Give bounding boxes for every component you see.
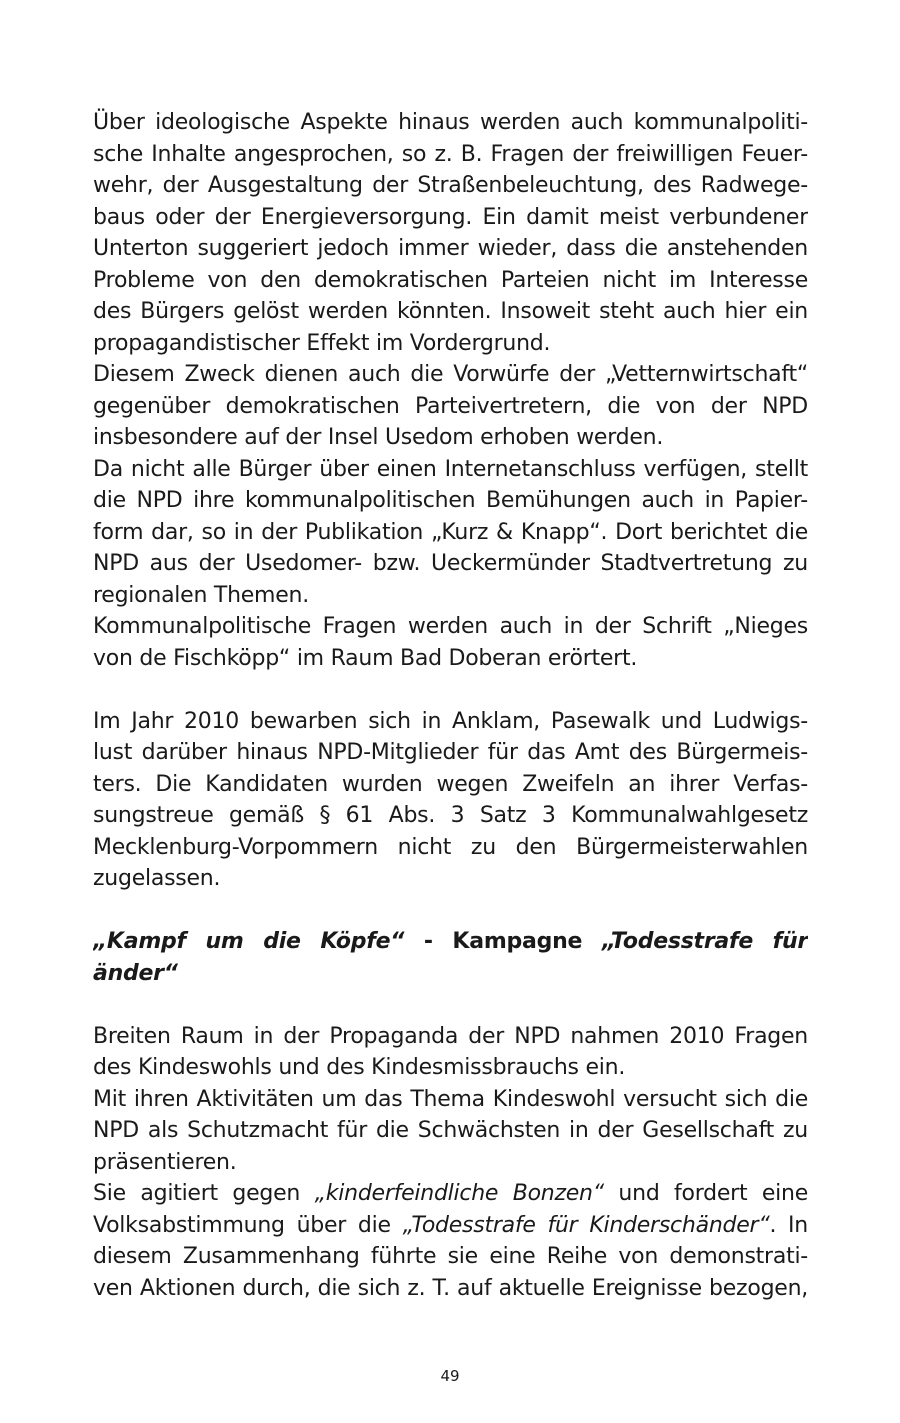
text-line: gegenüber demokratischen Parteivertretern, die von der NPD — [93, 393, 808, 419]
text-line: Im Jahr 2010 bewarben sich in Anklam, Pasewalk und Ludwigs- — [93, 708, 808, 734]
text-segment: Volksabstimmung über die — [93, 1212, 403, 1238]
text-segment: Sie agitiert gegen — [93, 1181, 315, 1206]
text-line: sche Inhalte angesprochen, so z. B. Fragen der freiwilligen Feuer- — [93, 141, 808, 167]
section-heading — [93, 926, 808, 989]
text-line: Über ideologische Aspekte hinaus werden auch kommunalpoliti- — [93, 110, 808, 135]
text-line: zugelassen. — [93, 866, 221, 891]
text-line: sungstreue gemäß § 61 Abs. 3 Satz 3 Kommunalwahlgesetz — [93, 803, 808, 828]
text-line: propagandistischer Effekt im Vordergrund. — [93, 330, 551, 356]
text-line: Unterton suggeriert jedoch immer wieder, dass die anstehenden — [93, 236, 808, 261]
text-line: Breiten Raum in der Propaganda der NPD nahmen 2010 Fragen — [93, 1023, 808, 1049]
paragraph-child-welfare — [93, 1021, 808, 1084]
heading-line — [93, 926, 808, 958]
paragraph-agitation — [93, 1178, 808, 1304]
text-line: Da nicht alle Bürger über einen Internetanschluss verfügen, stellt — [93, 456, 808, 482]
paragraph-spacer — [93, 895, 808, 927]
paragraph-nepotism — [93, 359, 808, 454]
text-line — [93, 1178, 808, 1210]
heading-line: änder“ — [93, 960, 178, 986]
text-segment: und fordert eine — [603, 1181, 808, 1206]
text-line: des Bürgers gelöst werden könnten. Insoweit steht auch hier ein — [93, 299, 808, 324]
text-line: regionalen Themen. — [93, 582, 309, 608]
text-line: präsentieren. — [93, 1149, 237, 1175]
heading-italic-part: „Todesstrafe für — [601, 929, 808, 954]
heading-italic-part: „Kampf um die Köpfe“ — [93, 929, 405, 954]
text-segment-italic: „Todesstrafe für Kinderschänder“ — [402, 1212, 770, 1238]
paragraph-spacer — [93, 674, 808, 706]
text-line: lust darüber hinaus NPD-Mitglieder für das Amt des Bürgermeis- — [93, 740, 808, 765]
page-number: 49 — [440, 1367, 460, 1385]
text-line: insbesondere auf der Insel Usedom erhoben werden. — [93, 425, 664, 450]
text-line: die NPD ihre kommunalpolitischen Bemühungen auch in Papier- — [93, 488, 808, 513]
text-line: NPD aus der Usedomer- bzw. Ueckermünder Stadtvertretung zu — [93, 551, 808, 576]
text-line: Kommunalpolitische Fragen werden auch in der Schrift „Nieges — [93, 614, 808, 639]
text-segment-italic: „kinderfeindliche Bonzen“ — [314, 1181, 604, 1206]
text-line: ven Aktionen durch, die sich z. T. auf aktuelle Ereignisse bezogen, — [93, 1275, 808, 1301]
text-line — [93, 1210, 808, 1242]
text-line: form dar, so in der Publikation „Kurz & Knapp“. Dort berichtet die — [93, 519, 808, 545]
text-line: Diesem Zweck dienen auch die Vorwürfe der „Vetternwirtschaft“ — [93, 362, 808, 387]
text-line: Mecklenburg-Vorpommern nicht zu den Bürgermeisterwahlen — [93, 834, 808, 860]
text-line: baus oder der Energieversorgung. Ein damit meist verbundener — [93, 204, 808, 230]
paragraph-paper-publication — [93, 454, 808, 612]
text-line: diesem Zusammenhang führte sie eine Reihe von demonstrati- — [93, 1244, 808, 1269]
paragraph-mayoral-candidates — [93, 706, 808, 895]
paragraph-ideological-aspects — [93, 107, 808, 359]
body-text — [93, 107, 808, 1304]
text-line: wehr, der Ausgestaltung der Straßenbeleuchtung, des Radwege- — [93, 173, 808, 198]
text-line: Probleme von den demokratischen Parteien nicht im Interesse — [93, 267, 808, 293]
text-line: Mit ihren Aktivitäten um das Thema Kindeswohl versucht sich die — [93, 1086, 808, 1112]
paragraph-spacer — [93, 989, 808, 1021]
paragraph-protective-power — [93, 1084, 808, 1179]
text-line: von de Fischköpp“ im Raum Bad Doberan erörtert. — [93, 645, 638, 671]
text-line: des Kindeswohls und des Kindesmissbrauchs ein. — [93, 1055, 626, 1080]
paragraph-nieges — [93, 611, 808, 674]
text-segment: . In — [769, 1212, 808, 1238]
text-line: NPD als Schutzmacht für die Schwächsten in der Gesellschaft zu — [93, 1118, 808, 1143]
text-line: ters. Die Kandidaten wurden wegen Zweifeln an ihrer Verfas- — [93, 771, 808, 797]
heading-regular-part: - Kampagne — [404, 929, 602, 954]
